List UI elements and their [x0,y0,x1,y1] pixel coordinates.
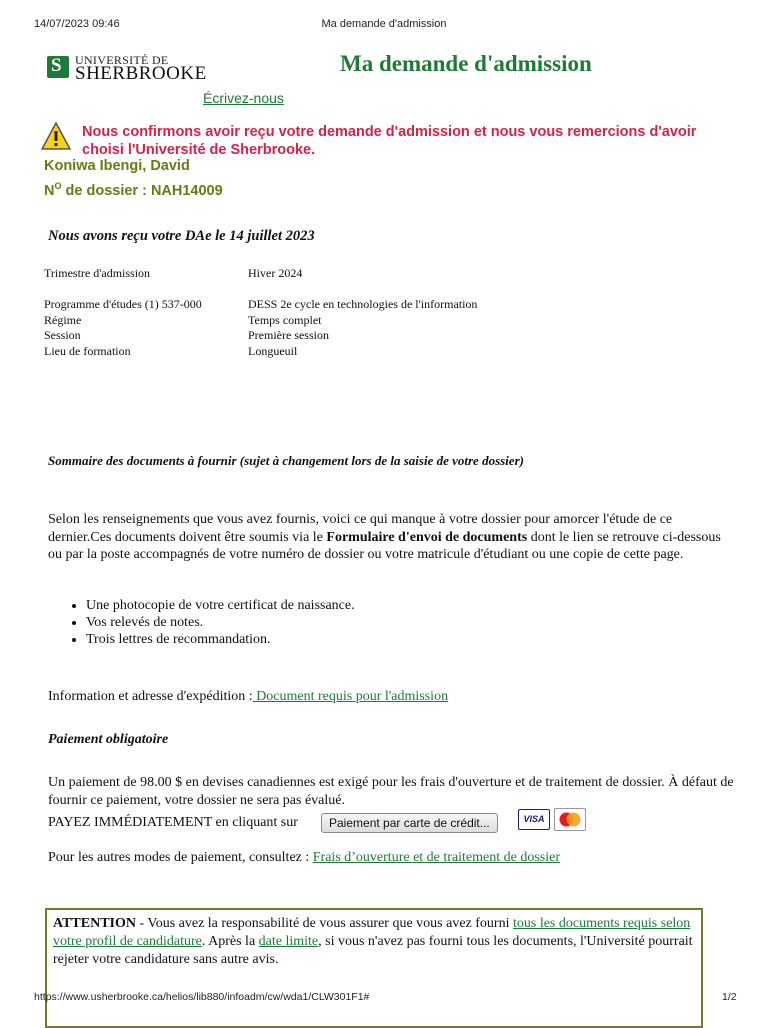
detail-value-program: DESS 2e cycle en technologies de l'information [248,297,478,311]
fees-link[interactable]: Frais d’ouverture et de traitement de dossier [312,850,561,865]
credit-card-payment-button[interactable]: Paiement par carte de crédit... [321,813,498,833]
university-logo-icon: S [47,56,69,78]
confirmation-message: Nous confirmons avoir reçu votre demande d'admission et nous vous remercions d'avoir choisi l'Université de Sherbrooke. [82,124,697,158]
pay-now-text: PAYEZ IMMÉDIATEMENT en cliquant sur [48,815,298,830]
detail-label-term: Trimestre d'admission [44,266,151,280]
warning-triangle-icon [40,121,72,151]
detail-value-term: Hiver 2024 [248,266,303,280]
required-document-link[interactable]: Document requis pour l'admission [252,689,449,704]
received-heading: Nous avons reçu votre DAe le 14 juillet 2023 [48,228,315,244]
print-footer-url: https://www.usherbrooke.ca/helios/lib880/infoadm/cw/wda1/CLW301F1# [34,991,370,1003]
detail-label-location: Lieu de formation [44,344,131,358]
page-title: Ma demande d'admission [340,51,592,76]
list-item: • Trois lettres de recommandation. [86,631,686,648]
dossier-number: $N^O$ de dossier : NAH14009 [44,181,223,199]
mastercard-icon [554,808,586,831]
detail-value-session: Première session [248,328,329,342]
list-item: • Vos relevés de notes. [86,614,686,631]
detail-value-regime: Temps complet [248,313,322,327]
logo-text-line1: UNIVERSITÉ DE [75,53,169,67]
print-page-number: 1/2 [722,991,737,1003]
required-documents-list [48,597,686,648]
detail-value-location: Longueuil [248,344,298,358]
applicant-name: Koniwa Ibengi, David [44,158,190,174]
print-datetime: 14/07/2023 09:46 [34,18,120,30]
contact-us-link[interactable]: Écrivez-nous [203,90,284,106]
documents-intro: Selon les renseignements que vous avez fournis, voici ce qui manque à votre dossier pour amorcer l'étude de ce dernier.Ces documents doivent être soumis via le Formulaire d'envoi de documents dont le lien se retrouve ci-dessous ou par la poste accompagnés de votre numéro de dossier ou votre matricule d'étudiant ou une copie de cette page. [48,512,721,562]
detail-label-regime: Régime [44,313,82,327]
visa-card-icon: VISA [518,809,550,830]
detail-label-program: Programme d'études (1) 537-000 [44,297,202,311]
payment-heading: Paiement obligatoire [48,732,169,747]
documents-summary-heading: Sommaire des documents à fournir (sujet à changement lors de la saisie de votre dossier) [48,453,524,468]
payment-text: Un paiement de 98.00 $ en devises canadiennes est exigé pour les frais d'ouverture et de traitement de dossier. À défaut de fournir ce paiement, votre dossier ne sera pas évalué. [48,775,734,808]
attention-box: ATTENTION - Vous avez la responsabilité de vous assurer que vous avez fourni tous les documents requis selon votre profil de candidature. Après la date limite, si vous n'avez pas fourni tous les documents, l'Université pourrait rejeter votre candidature sans autre avis. [45,908,703,1028]
shipping-info: Information et adresse d'expédition : Document requis pour l'admission [48,689,449,704]
required-documents-profile-link[interactable]: tous les documents requis selon votre profil de candidature [53,916,691,949]
print-doc-title: Ma demande d'admission [321,18,447,30]
list-item: • Une photocopie de votre certificat de naissance. [86,597,686,614]
detail-label-session: Session [44,328,81,342]
logo-text-line2: SHERBROOKE [75,63,207,84]
other-payment-info: Pour les autres modes de paiement, consultez : Frais d’ouverture et de traitement de dossier [48,850,561,865]
deadline-link[interactable]: date limite [258,934,319,949]
